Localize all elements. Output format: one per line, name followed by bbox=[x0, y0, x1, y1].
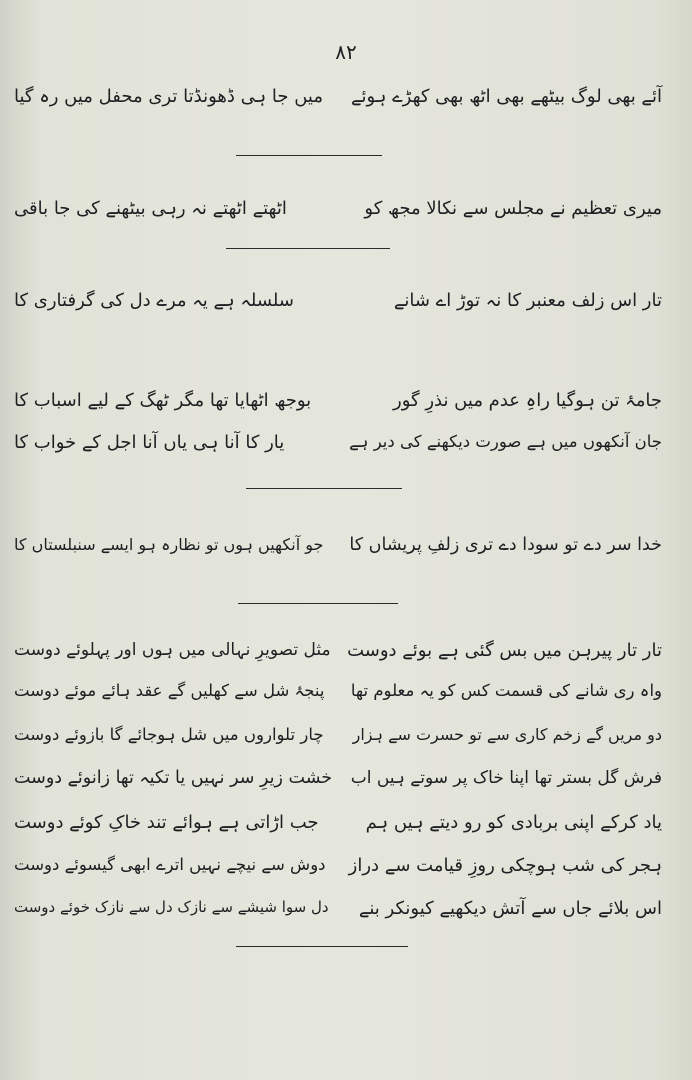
section-divider bbox=[246, 488, 402, 489]
verse-line: تار اس زلف معنبر کا نہ توڑ اے شانے bbox=[393, 290, 662, 311]
verse-line: بوجھ اٹھایا تھا مگر ٹھگ کے لیے اسباب کا bbox=[14, 390, 312, 411]
verse-line: جو آنکھیں ہوں تو نظارہ ہو ایسے سنبلستاں کا bbox=[14, 535, 324, 554]
verse-line: اس بلائے جاں سے آتش دیکھیے کیونکر بنے bbox=[358, 898, 662, 919]
verse-line: میں جا ہی ڈھونڈتا تری محفل میں رہ گیا bbox=[14, 86, 323, 107]
verse-line: دو مریں گے زخم کاری سے تو حسرت سے ہزار bbox=[352, 725, 662, 744]
section-divider bbox=[238, 603, 398, 604]
verse-line: میری تعظیم نے مجلس سے نکالا مجھ کو bbox=[364, 198, 662, 219]
verse-line: چار تلواروں میں شل ہوجائے گا بازوئے دوست bbox=[14, 725, 324, 744]
section-divider bbox=[226, 248, 390, 249]
verse-line: مثل تصویرِ نہالی میں ہوں اور پہلوئے دوست bbox=[14, 640, 331, 660]
verse-line: جامۂ تن ہوگیا راہِ عدم میں نذرِ گور bbox=[393, 390, 662, 411]
verse-line: جب اڑاتی ہے ہوائے تند خاکِ کوئے دوست bbox=[14, 812, 319, 833]
verse-line: یاد کرکے اپنی بربادی کو رو دیتے ہیں ہم bbox=[365, 812, 662, 833]
section-divider bbox=[236, 946, 408, 947]
verse-line: آئے بھی لوگ بیٹھے بھی اٹھ بھی کھڑے ہوئے bbox=[350, 86, 662, 107]
page-number: ۸۲ bbox=[335, 40, 357, 64]
verse-line: سلسلہ ہے یہ مرے دل کی گرفتاری کا bbox=[14, 290, 294, 311]
verse-line: خشت زیرِ سر نہیں یا تکیہ تھا زانوئے دوست bbox=[14, 768, 333, 788]
verse-line: واہ ری شانے کی قسمت کس کو یہ معلوم تھا bbox=[350, 681, 662, 700]
verse-line: ہجر کی شب ہوچکی روزِ قیامت سے دراز bbox=[348, 855, 662, 876]
verse-line: دل سوا شیشے سے نازک دل سے نازک خوئے دوست bbox=[14, 898, 329, 916]
verse-line: اٹھتے اٹھتے نہ رہی بیٹھنے کی جا باقی bbox=[14, 198, 287, 219]
section-divider bbox=[236, 155, 382, 156]
verse-line: خدا سر دے تو سودا دے تری زلفِ پریشاں کا bbox=[349, 535, 662, 555]
verse-line: تار تار پیرہن میں بس گئی ہے بوئے دوست bbox=[347, 640, 662, 661]
verse-line: پنجۂ شل سے کھلیں گے عقد ہائے موئے دوست bbox=[14, 681, 325, 700]
verse-line: دوش سے نیچے نہیں اترے ابھی گیسوئے دوست bbox=[14, 855, 326, 874]
verse-line: جان آنکھوں میں ہے صورت دیکھنے کی دیر ہے bbox=[349, 432, 662, 451]
verse-line: فرش گل بستر تھا اپنا خاک پر سوتے ہیں اب bbox=[350, 768, 662, 788]
verse-line: یار کا آنا ہی یاں آنا اجل کے خواب کا bbox=[14, 432, 285, 453]
